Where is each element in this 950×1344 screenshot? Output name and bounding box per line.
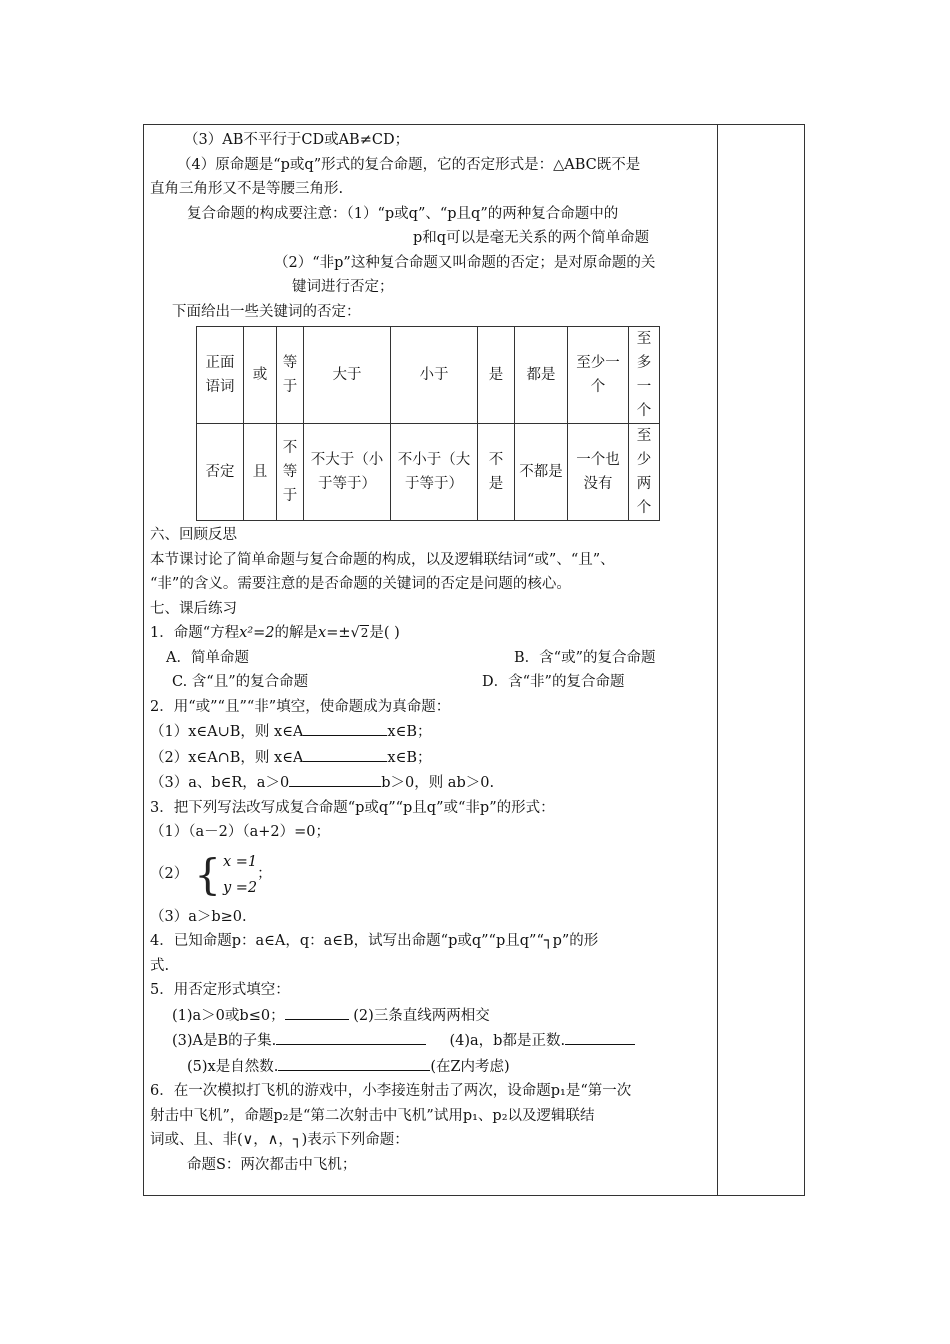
answer-blank [285,1003,349,1020]
text: x²=2 [239,625,275,641]
table-cell: 大于 [304,327,391,424]
section-title: 六、回顾反思 [150,527,237,543]
text-line [150,719,712,745]
text: (2)三条直线两两相交 [353,1007,490,1024]
text-line: （2）“非p”这种复合命题又叫命题的否定；是对原命题的关 [274,254,656,271]
text-line: “非”的含义。需要注意的是否命题的关键词的否定是问题的核心。 [150,576,571,592]
text: （3）a、b∈R，a＞0 [150,775,290,791]
text-line [150,1054,712,1080]
text: (1)a＞0或b≤0； [172,1007,285,1024]
table-cell: 不都是 [515,424,568,521]
column-divider [717,124,718,1196]
text-line: 本节课讨论了简单命题与复合命题的构成，以及逻辑联结词“或”、“且”、 [150,551,615,568]
text: (5)x是自然数. [187,1058,279,1075]
text-line [150,1003,712,1029]
text-line: 式. [150,957,170,974]
options-row [150,670,712,695]
text-line: 下面给出一些关键词的否定： [172,303,361,320]
text-line: 直角三角形又不是等腰三角形. [150,181,344,197]
text: 1．命题“方程 [150,625,240,641]
question-3: 3．把下列写法改写成复合命题“p或q”“p且q”或“非p”的形式： [150,799,555,816]
table-cell: 至少两个 [629,424,660,521]
equation-system [194,849,257,901]
text: x∈B； [387,749,432,766]
text-line: 键词进行否定； [292,279,394,295]
text-line: 词或、且、非(∨，∧，┐)表示下列命题： [150,1132,409,1148]
option-d: D．含“非”的复合命题 [482,674,625,690]
brace-symbol: { [194,849,221,899]
answer-blank [565,1028,635,1045]
equation: y =2 [222,879,258,896]
question-4: 4．已知命题p：a∈A，q：a∈B，试写出命题“p或q”“p且q”“┐p”的形 [150,933,599,949]
text: (4)a，b都是正数. [449,1033,566,1049]
table-cell: 否定 [197,424,244,521]
text-line: p和q可以是毫无关系的两个简单命题 [413,230,650,246]
text-line: （3）AB不平行于CD或AB≠CD； [184,132,410,148]
text: 的解是 [274,625,319,641]
question-1 [150,621,712,646]
table-row [197,327,660,424]
table-cell: 一个也没有 [568,424,629,521]
text-line: （3）a＞b≥0. [150,908,247,925]
text: x=± [318,625,351,641]
text-line: 射击中飞机”，命题p₂是“第二次射击中飞机”试用p₁、p₂以及逻辑联结 [150,1107,595,1124]
text: x∈B； [387,724,432,740]
text: （1）x∈A∪B，则 x∈A [150,724,304,740]
options-row [150,646,712,671]
section-title: 七、课后练习 [150,600,237,617]
table-cell: 不大于（小于等于） [304,424,391,521]
answer-blank [276,1028,426,1045]
text: （2）x∈A∩B，则 x∈A [150,749,304,766]
table-cell: 或 [244,327,277,424]
table-cell: 至多一个 [629,327,660,424]
table-cell: 都是 [515,327,568,424]
text-line: （4）原命题是“p或q”形式的复合命题，它的否定形式是：△ABC既不是 [177,156,641,173]
table-cell: 正面语词 [197,327,244,424]
text: (在Z内考虑) [430,1058,510,1075]
text-line: （1）（a－2）（a+2）=0； [150,824,330,840]
system-lines [223,849,257,901]
equation: x =1 [222,853,258,870]
option-a: A．简单命题 [166,649,249,666]
table-cell: 且 [244,424,277,521]
text: (3)A是B的子集. [172,1033,277,1049]
text-line: 命题S：两次都击中飞机； [187,1156,357,1173]
answer-blank [303,745,387,762]
text: b＞0，则 ab＞0. [381,775,495,791]
text-line [150,845,712,905]
table-cell: 是 [478,327,515,424]
answer-blank [289,770,381,787]
text: ； [257,866,272,883]
answer-blank [278,1054,430,1071]
text-line: 复合命题的构成要注意：（1）“p或q”、“p且q”的两种复合命题中的 [187,205,619,222]
question-6: 6．在一次模拟打飞机的游戏中，小李接连射击了两次，设命题p₁是“第一次 [150,1083,632,1099]
table-cell: 至少一个 [568,327,629,424]
text-line [150,770,712,796]
text-line [150,745,712,771]
question-2: 2．用“或”“且”“非”填空，使命题成为真命题： [150,698,451,715]
option-c: C. 含“且”的复合命题 [172,674,309,690]
option-b: B．含“或”的复合命题 [514,649,656,666]
text: 是( ) [369,625,400,641]
text: （2） [150,866,189,883]
table-cell: 不小于（大于等于） [391,424,478,521]
text: 2 [360,626,369,640]
negation-table [196,326,660,521]
document-body [150,128,712,1177]
table-cell: 小于 [391,327,478,424]
text-line [150,1028,712,1054]
table-row [197,424,660,521]
table-cell: 等于 [277,327,304,424]
table-cell: 不是 [478,424,515,521]
sqrt-symbol: √2 [350,625,369,641]
table-cell: 不等于 [277,424,304,521]
answer-blank [303,719,387,736]
question-5: 5．用否定形式填空： [150,982,290,998]
